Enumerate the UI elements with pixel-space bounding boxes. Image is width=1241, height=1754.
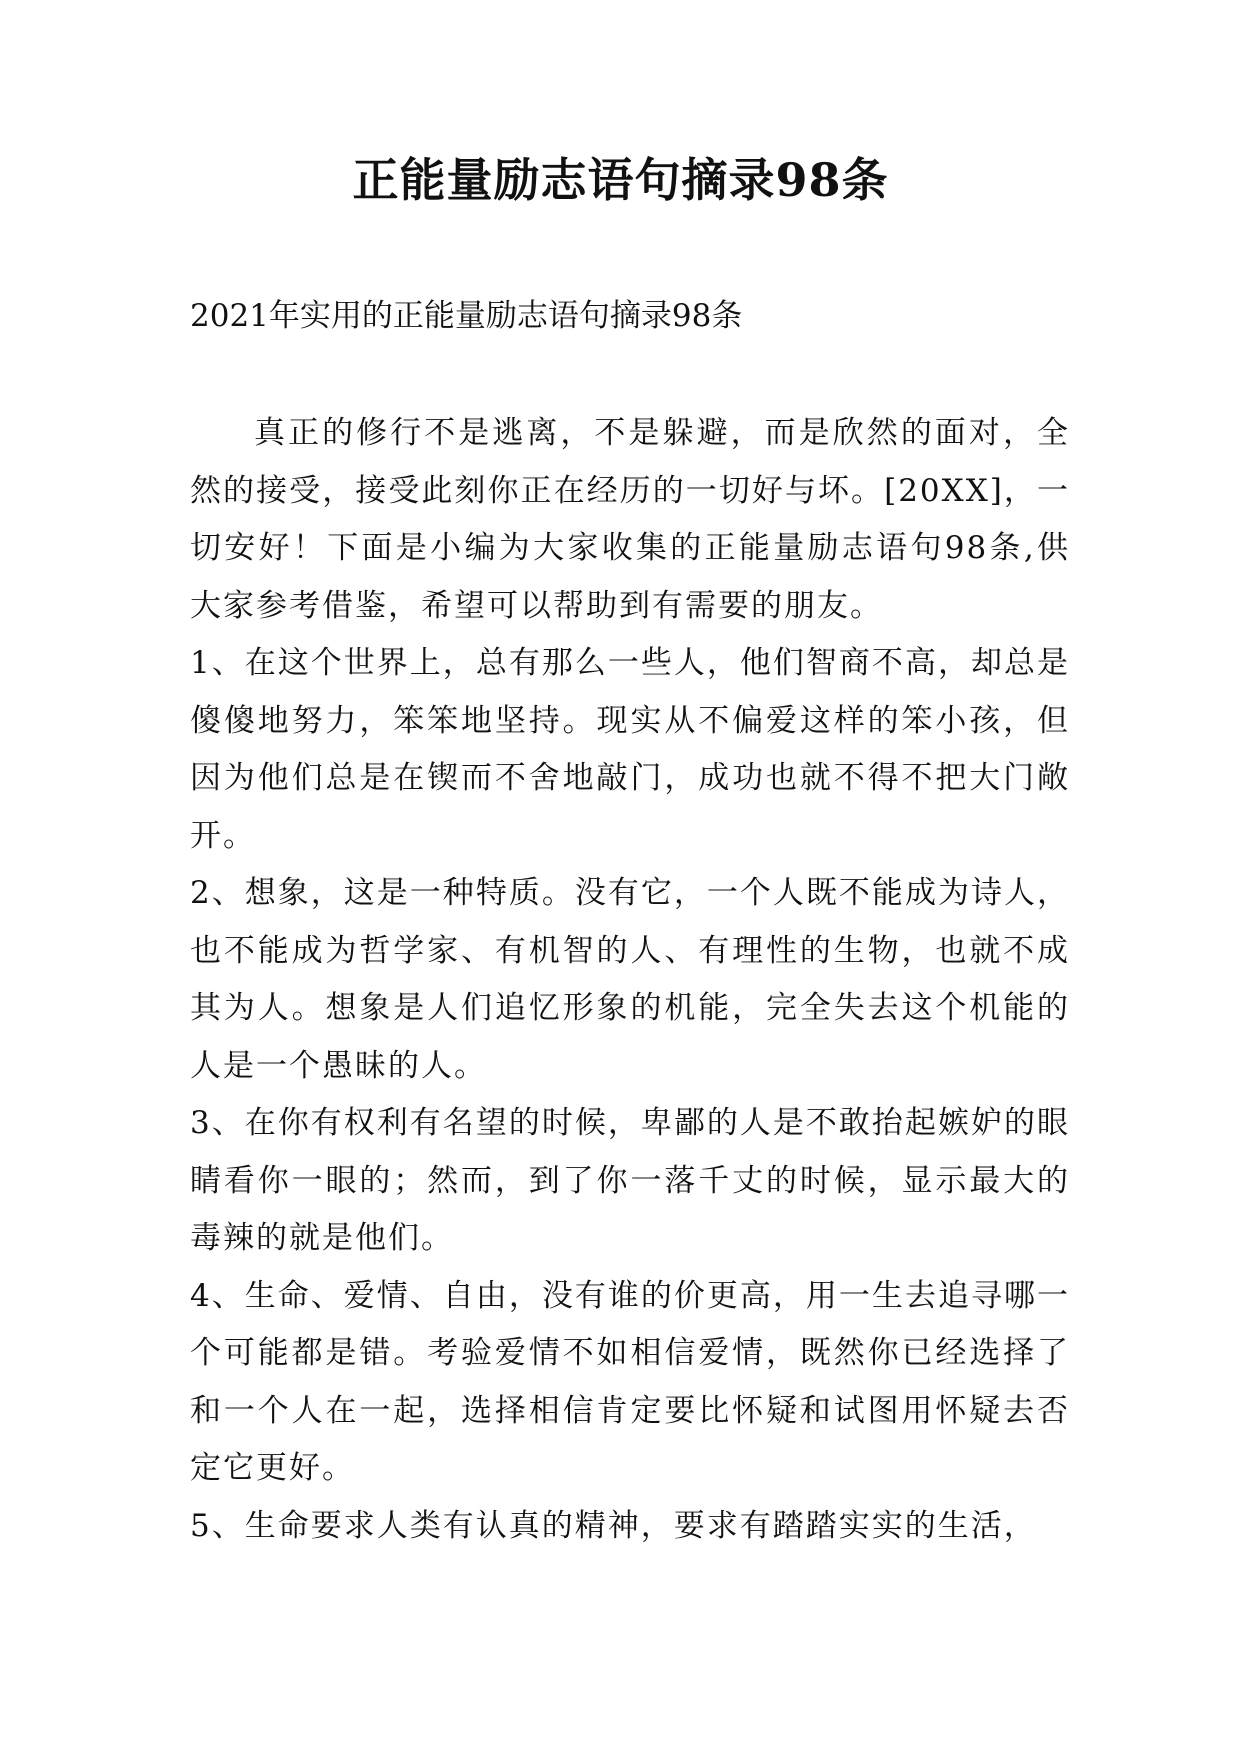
list-item: 1、在这个世界上，总有那么一些人，他们智商不高，却总是傻傻地努力，笨笨地坚持。现实从不偏爱这样的笨小孩，但因为他们总是在锲而不舍地敲门，成功也就不得不把大门敞开。 [190,645,1070,854]
list-item: 5、生命要求人类有认真的精神，要求有踏踏实实的生活， [190,1507,1037,1544]
document-title: 正能量励志语句摘录98条 [352,153,889,207]
document-subtitle: 2021年实用的正能量励志语句摘录98条 [190,298,743,334]
intro-paragraph: 真正的修行不是逃离，不是躲避，而是欣然的面对，全然的接受，接受此刻你正在经历的一切好与坏。[20XX]，一切安好！下面是小编为大家收集的正能量励志语句98条,供大家参考借鉴，希望可以帮助到有需要的朋友。 [190,415,1070,624]
document-body [190,405,1070,1555]
list-item: 3、在你有权利有名望的时候，卑鄙的人是不敢抬起嫉妒的眼睛看你一眼的；然而，到了你一落千丈的时候，显示最大的毒辣的就是他们。 [190,1105,1070,1256]
list-item: 4、生命、爱情、自由，没有谁的价更高，用一生去追寻哪一个可能都是错。考验爱情不如相信爱情，既然你已经选择了和一个人在一起，选择相信肯定要比怀疑和试图用怀疑去否定它更好。 [190,1277,1070,1486]
list-item: 2、想象，这是一种特质。没有它，一个人既不能成为诗人，也不能成为哲学家、有机智的人、有理性的生物，也就不成其为人。想象是人们追忆形象的机能，完全失去这个机能的人是一个愚昧的人。 [190,875,1070,1084]
